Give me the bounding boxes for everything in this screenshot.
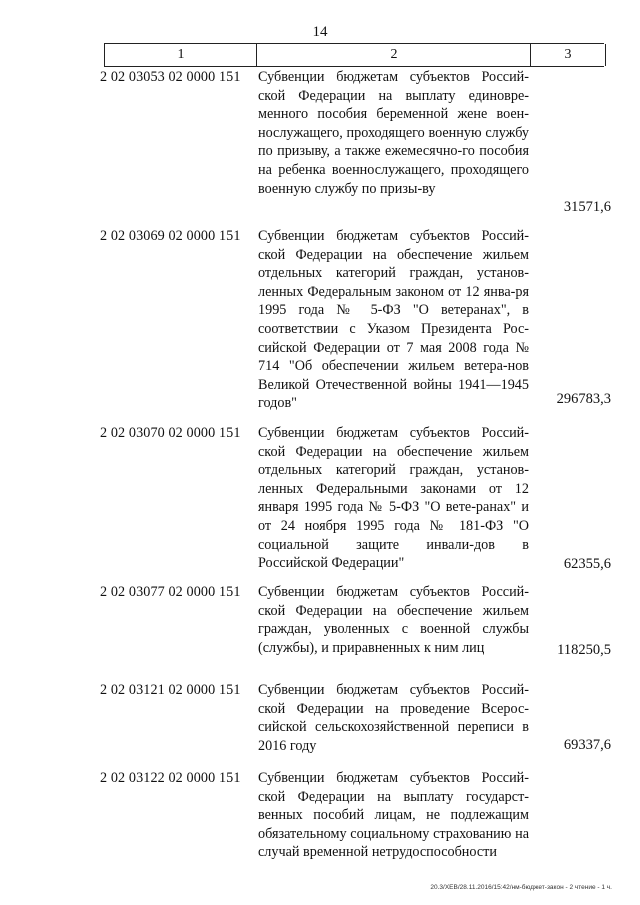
budget-code: 2 02 03069 02 0000 151 (100, 228, 241, 244)
table-header (104, 43, 604, 67)
table-row (0, 68, 640, 218)
budget-code: 2 02 03070 02 0000 151 (100, 425, 241, 441)
budget-code: 2 02 03053 02 0000 151 (100, 69, 241, 85)
row-description: Субвенции бюджетам субъектов Россий-ской Федерации на выплату государст-венных пособий лицам, не подлежащим обязательному социальному страхованию на случай временной нетрудоспособности (258, 770, 529, 861)
table-row (0, 681, 640, 761)
table-row (0, 769, 640, 869)
budget-code: 2 02 03077 02 0000 151 (100, 584, 241, 600)
row-amount: 118250,5 (557, 642, 611, 658)
row-amount: 31571,6 (563, 199, 611, 215)
budget-code: 2 02 03121 02 0000 151 (100, 682, 241, 698)
page-number: 14 (312, 24, 328, 40)
row-description: Субвенции бюджетам субъектов Россий-ской Федерации на проведение Всерос-сийской сельскохозяйственной переписи в 2016 году (258, 682, 529, 754)
budget-code: 2 02 03122 02 0000 151 (100, 770, 241, 786)
row-description: Субвенции бюджетам субъектов Россий-ской Федерации на обеспечение жильем отдельных категорий граждан, установ-ленных Федеральным законом от 12 янва-ря 1995 года № 5-ФЗ "О ветеранах", в соответствии с Указом Президента Рос-сийской Федерации от 7 мая 2008 года № 714 "Об обеспечении жильем ветера-нов Великой Отечественной войны 1941—1945 годов" (258, 228, 529, 412)
table-row (0, 583, 640, 663)
row-description: Субвенции бюджетам субъектов Россий-ской Федерации на обеспечение жильем отдельных категорий граждан, установ-ленных Федеральными законами от 12 января 1995 года № 5-ФЗ "О вете-ранах" и от 24 ноября 1995 года № 181-ФЗ "О социальной защите инвали-дов в Российской Федерации" (258, 425, 529, 572)
row-amount: 62355,6 (563, 556, 611, 572)
row-amount: 69337,6 (563, 737, 611, 753)
table-row (0, 227, 640, 417)
row-amount: 296783,3 (556, 391, 611, 407)
table-header-col-3: 3 (530, 44, 606, 66)
row-description: Субвенции бюджетам субъектов Россий-ской Федерации на выплату единовре-менного пособия беременной жене воен-нослужащего, проходящего военную службу по призыву, а также ежемесячно-го пособия на ребенка военнослужащего, проходящего военную службу по призы-ву (258, 69, 529, 197)
table-header-col-2: 2 (256, 44, 531, 66)
table-row (0, 424, 640, 574)
row-description: Субвенции бюджетам субъектов Россий-ской Федерации на обеспечение жильем граждан, уволенных с военной службы (службы), и приравненных к ним лиц (258, 584, 529, 656)
table-header-col-1: 1 (104, 44, 257, 66)
footer-note: 20.3/XEB/28.11.2016/15:42/нм-бюджет-закон - 2 чтение - 1 ч. (430, 884, 612, 891)
